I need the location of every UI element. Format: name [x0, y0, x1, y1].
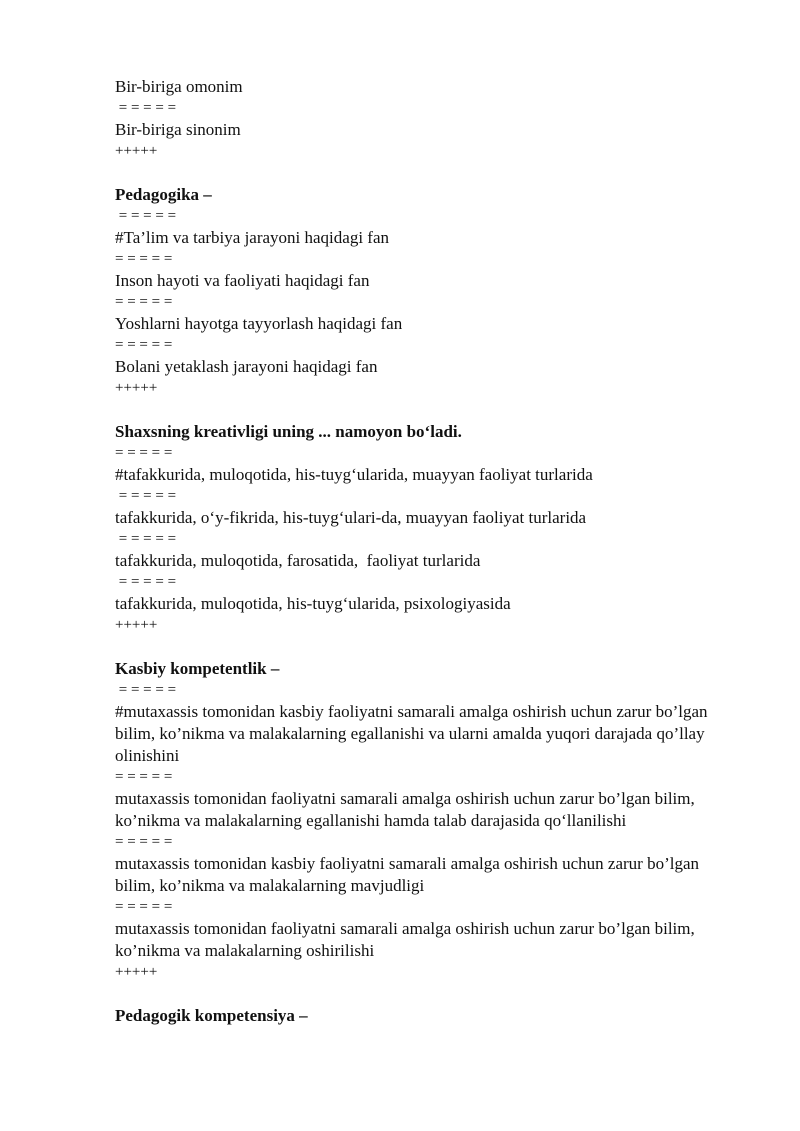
- answer-option: tafakkurida, o‘y-fikrida, his-tuyg‘ulari-da, muayyan faoliyat turlarida: [115, 508, 587, 527]
- answer-option: #mutaxassis tomonidan kasbiy faoliyatni samarali amalga oshirish uchun zarur bo’lgan bilim, ko’nikma va malakalarning egallanishi va ularni amalda yuqori darajada qo’llay olinishini: [115, 702, 712, 765]
- option-separator: = = = = =: [115, 100, 177, 116]
- answer-option: Bir-biriga omonim: [115, 77, 243, 96]
- question-text: Pedagogik kompetensiya –: [115, 1006, 308, 1025]
- test-block: [115, 421, 715, 636]
- answer-option: Inson hayoti va faoliyati haqidagi fan: [115, 271, 370, 290]
- question-text: Kasbiy kompetentlik –: [115, 659, 280, 678]
- test-block: [115, 658, 715, 983]
- answer-option: #tafakkurida, muloqotida, his-tuyg‘ularida, muayyan faoliyat turlarida: [115, 465, 593, 484]
- option-separator: = = = = =: [115, 899, 173, 915]
- question-text: Shaxsning kreativligi uning ... namoyon bo‘ladi.: [115, 422, 462, 441]
- option-separator: = = = = =: [115, 251, 173, 267]
- option-separator: = = = = =: [115, 208, 177, 224]
- answer-option: mutaxassis tomonidan faoliyatni samarali amalga oshirish uchun zarur bo’lgan bilim, ko’nikma va malakalarning egallanishi hamda talab darajasida qo‘llanilishi: [115, 789, 700, 830]
- block-end-marker: +++++: [115, 964, 158, 980]
- answer-option: mutaxassis tomonidan kasbiy faoliyatni samarali amalga oshirish uchun zarur bo’lgan bilim, ko’nikma va malakalarning mavjudligi: [115, 854, 704, 895]
- option-separator: = = = = =: [115, 488, 177, 504]
- answer-option: mutaxassis tomonidan faoliyatni samarali amalga oshirish uchun zarur bo’lgan bilim, ko’nikma va malakalarning oshirilishi: [115, 919, 700, 960]
- answer-option: tafakkurida, muloqotida, his-tuyg‘ularida, psixologiyasida: [115, 594, 511, 613]
- document-page: [115, 76, 715, 1027]
- test-block: [115, 184, 715, 399]
- answer-option: #Ta’lim va tarbiya jarayoni haqidagi fan: [115, 228, 390, 247]
- block-end-marker: +++++: [115, 617, 158, 633]
- option-separator: = = = = =: [115, 769, 173, 785]
- answer-option: Bolani yetaklash jarayoni haqidagi fan: [115, 357, 378, 376]
- option-separator: = = = = =: [115, 337, 173, 353]
- option-separator: = = = = =: [115, 445, 173, 461]
- question-text: Pedagogika –: [115, 185, 212, 204]
- answer-option: tafakkurida, muloqotida, farosatida, faoliyat turlarida: [115, 551, 481, 570]
- answer-option: Bir-biriga sinonim: [115, 120, 241, 139]
- test-block: [115, 1005, 715, 1027]
- option-separator: = = = = =: [115, 531, 177, 547]
- option-separator: = = = = =: [115, 682, 177, 698]
- option-separator: = = = = =: [115, 574, 177, 590]
- option-separator: = = = = =: [115, 834, 173, 850]
- option-separator: = = = = =: [115, 294, 173, 310]
- block-end-marker: +++++: [115, 143, 158, 159]
- answer-option: Yoshlarni hayotga tayyorlash haqidagi fan: [115, 314, 403, 333]
- test-block: [115, 76, 715, 162]
- block-end-marker: +++++: [115, 380, 158, 396]
